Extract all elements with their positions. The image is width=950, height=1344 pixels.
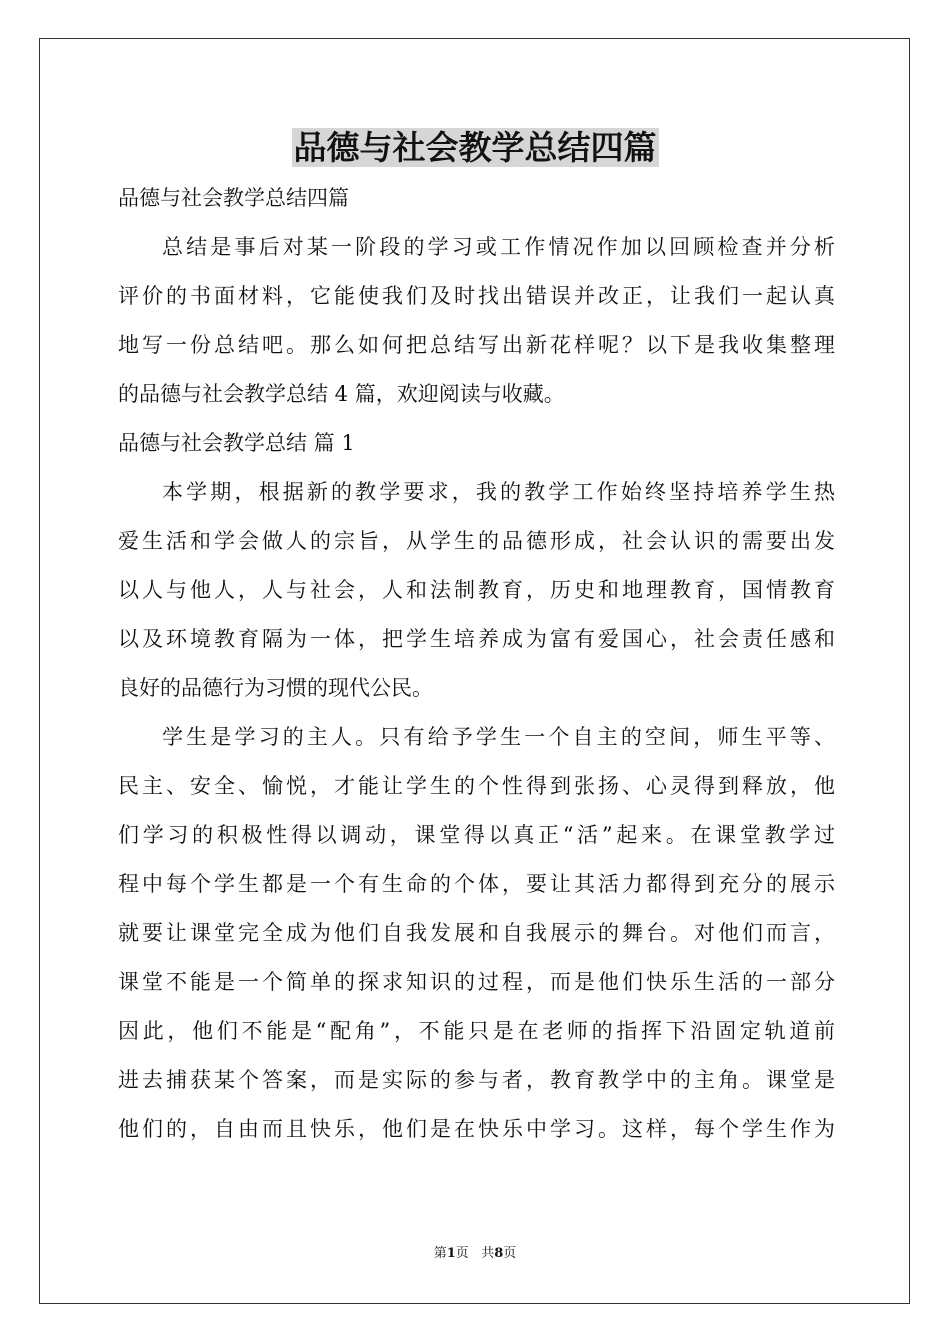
intro-line: 的品德与社会教学总结 4 篇，欢迎阅读与收藏。 (118, 382, 565, 406)
page-total-prefix: 共 (481, 1246, 495, 1261)
paragraph-line: 学生是学习的主人。只有给予学生一个自主的空间，师生平等、 (162, 725, 835, 749)
document-body (118, 174, 835, 1154)
paragraph-line: 就要让课堂完全成为他们自我发展和自我展示的舞台。对他们而言， (118, 921, 835, 945)
document-title (0, 122, 950, 174)
paragraph-line: 爱生活和学会做人的宗旨，从学生的品德形成，社会认识的需要出发 (118, 529, 835, 553)
paragraph-line: 进去捕获某个答案，而是实际的参与者，教育教学中的主角。课堂是 (118, 1068, 835, 1092)
paragraph-line: 们学习的积极性得以调动，课堂得以真正“活”起来。在课堂教学过 (118, 823, 835, 847)
paragraph-line: 民主、安全、愉悦，才能让学生的个性得到张扬、心灵得到释放，他 (118, 774, 835, 798)
page-number-label: 页 (455, 1246, 469, 1261)
page-number-prefix: 第 (433, 1246, 447, 1261)
intro-line: 地写一份总结吧。那么如何把总结写出新花样呢？以下是我收集整理 (118, 333, 835, 357)
intro-line: 评价的书面材料，它能使我们及时找出错误并改正，让我们一起认真 (118, 284, 835, 308)
paragraph-line: 以人与他人，人与社会，人和法制教育，历史和地理教育，国情教育 (118, 578, 835, 602)
document-title-text: 品德与社会教学总结四篇 (293, 128, 657, 167)
page-number-current: 1 (446, 1246, 456, 1261)
page-total-count: 8 (494, 1246, 504, 1261)
section-heading: 品德与社会教学总结 篇 1 (118, 431, 355, 455)
paragraph-line: 以及环境教育隔为一体，把学生培养成为富有爱国心，社会责任感和 (118, 627, 835, 651)
paragraph-line: 因此，他们不能是“配角”，不能只是在老师的指挥下沿固定轨道前 (118, 1019, 835, 1043)
paragraph-line: 良好的品德行为习惯的现代公民。 (118, 676, 433, 700)
paragraph-line: 课堂不能是一个简单的探求知识的过程，而是他们快乐生活的一部分 (118, 970, 835, 994)
page-footer (0, 1244, 950, 1264)
document-subtitle: 品德与社会教学总结四篇 (118, 186, 349, 210)
paragraph-line: 他们的，自由而且快乐，他们是在快乐中学习。这样，每个学生作为 (118, 1117, 835, 1141)
page-total-label: 页 (503, 1246, 517, 1261)
intro-line: 总结是事后对某一阶段的学习或工作情况作加以回顾检查并分析 (162, 235, 835, 259)
paragraph-line: 本学期，根据新的教学要求，我的教学工作始终坚持培养学生热 (162, 480, 835, 504)
paragraph-line: 程中每个学生都是一个有生命的个体，要让其活力都得到充分的展示 (118, 872, 835, 896)
